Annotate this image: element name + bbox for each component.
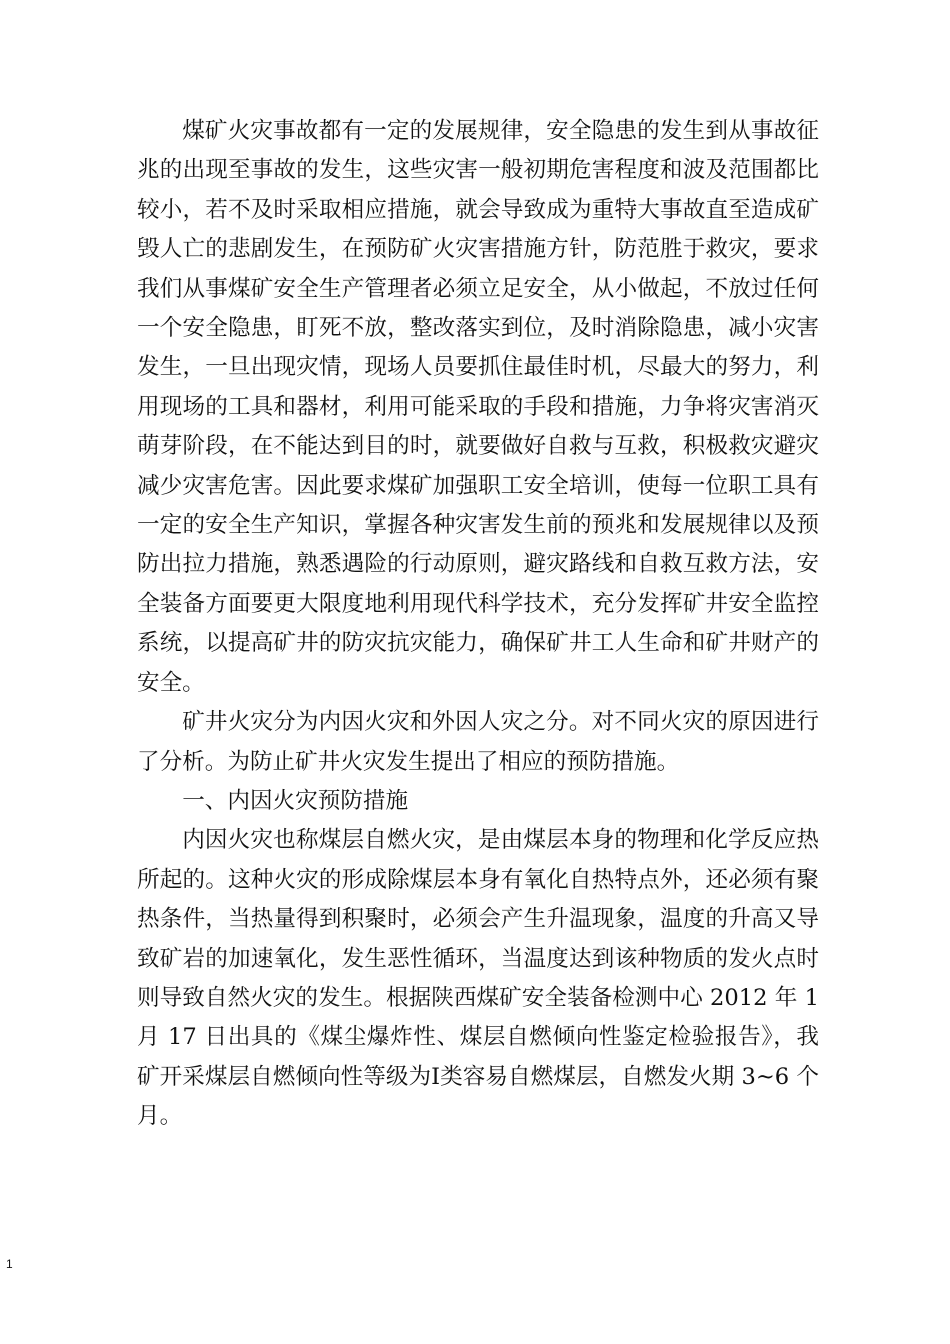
paragraph-internal-fire-detail: 内因火灾也称煤层自燃火灾，是由煤层本身的物理和化学反应热所起的。这种火灾的形成除煤层本身有氧化自热特点外，还必须有聚热条件，当热量得到积聚时，必须会产生升温现象，温度的升高又导致矿岩的加速氧化，发生恶性循环，当温度达到该种物质的发火点时则导致自然火灾的发生。根据陕西煤矿安全装备检测中心 2012 年 1 月 17 日出具的《煤尘爆炸性、煤层自燃倾向性鉴定检验报告》，我矿开采煤层自燃倾向性等级为Ⅰ类容易自燃煤层，自燃发火期 3~6 个月。 (137, 827, 819, 1130)
section-heading-internal-fire: 一、内因火灾预防措施 (182, 787, 409, 814)
paragraph-fire-classification: 矿井火灾分为内因火灾和外因人灾之分。对不同火灾的原因进行了分析。为防止矿井火灾发生提出了相应的预防措施。 (137, 709, 819, 775)
page-number: 1 (6, 1257, 13, 1271)
document-body (137, 112, 819, 1137)
paragraph-fire-prevention-intro: 煤矿火灾事故都有一定的发展规律，安全隐患的发生到从事故征兆的出现至事故的发生，这些灾害一般初期危害程度和波及范围都比较小，若不及时采取相应措施，就会导致成为重特大事故直至造成矿毁人亡的悲剧发生，在预防矿火灾害措施方针，防范胜于救灾，要求我们从事煤矿安全生产管理者必须立足安全，从小做起，不放过任何一个安全隐患，盯死不放，整改落实到位，及时消除隐患，减小灾害发生，一旦出现灾情，现场人员要抓住最佳时机，尽最大的努力，利用现场的工具和器材，利用可能采取的手段和措施，力争将灾害消灭萌芽阶段，在不能达到目的时，就要做好自救与互救，积极救灾避灾减少灾害危害。因此要求煤矿加强职工安全培训，使每一位职工具有一定的安全生产知识，掌握各种灾害发生前的预兆和发展规律以及预防出拉力措施，熟悉遇险的行动原则，避灾路线和自救互救方法，安全装备方面要更大限度地利用现代科学技术，充分发挥矿井安全监控系统，以提高矿井的防灾抗灾能力，确保矿井工人生命和矿井财产的安全。 (137, 118, 819, 696)
